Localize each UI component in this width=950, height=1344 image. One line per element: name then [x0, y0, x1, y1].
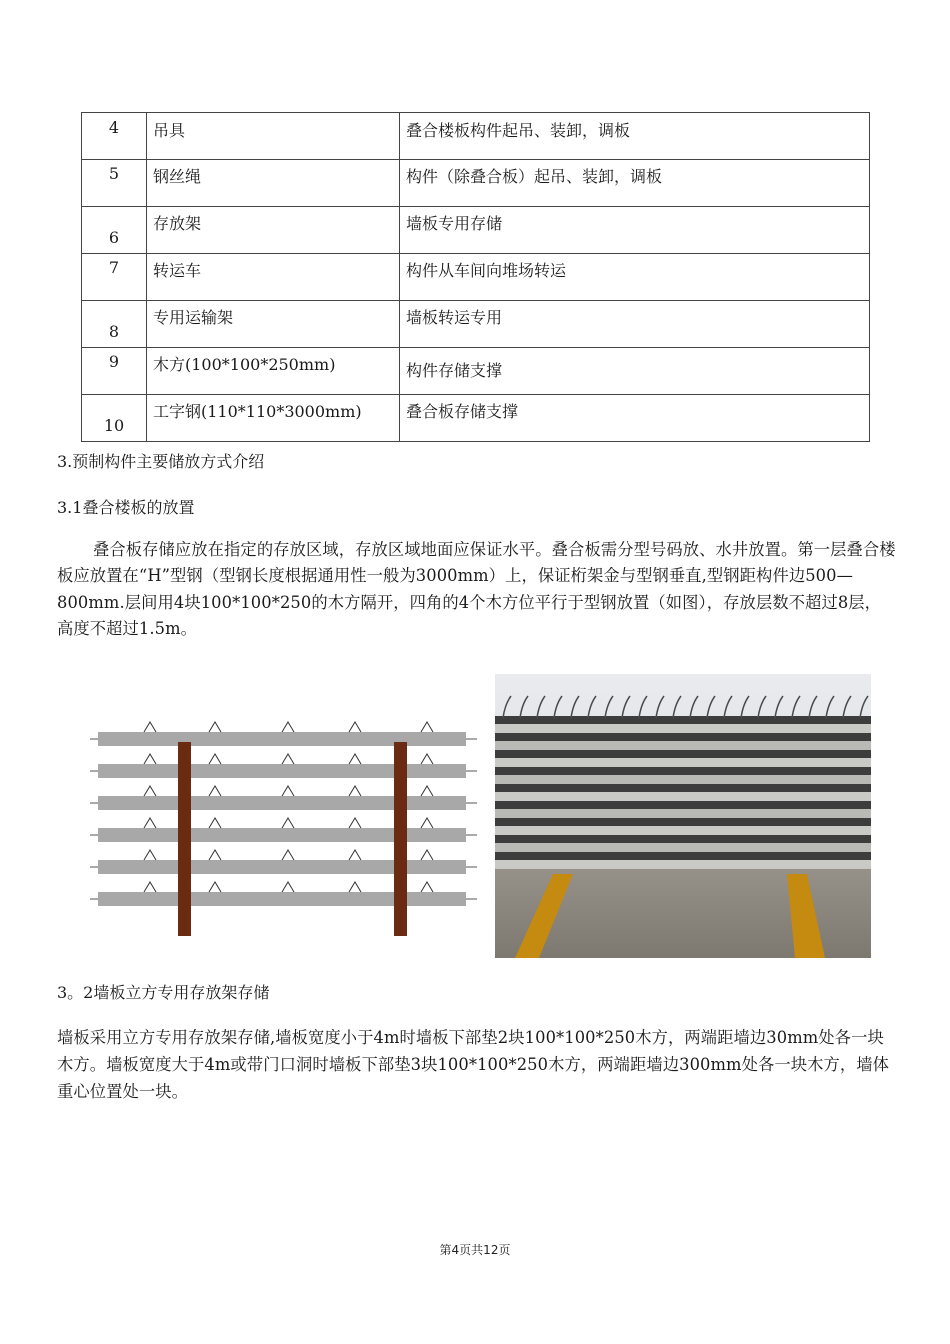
timber-support-right	[394, 742, 407, 936]
section-3-2-heading: 3。2墙板立方专用存放架存储	[57, 983, 270, 1002]
equipment-use: 墙板转运专用	[400, 301, 870, 348]
slab-gap	[495, 835, 871, 843]
photo-slab	[495, 826, 871, 835]
section-3-2-paragraph: 墙板采用立方专用存放架存储,墙板宽度小于4m时墙板下部垫2块100*100*250木方，两端距墙边30mm处各一块木方。墙板宽度大于4m或带门口洞时墙板下部垫3块100*100*250木方，两端距墙边300mm处各一块木方，墙体重心位置处一块。	[57, 1028, 890, 1101]
row-number: 10	[82, 395, 147, 442]
equipment-name: 工字钢(110*110*3000mm)	[147, 395, 400, 442]
slab-gap	[495, 784, 871, 792]
slab	[98, 764, 466, 778]
photo-slab	[495, 724, 871, 733]
photo-slab	[495, 775, 871, 784]
slab	[98, 860, 466, 874]
slab-gap	[495, 852, 871, 860]
slab	[98, 732, 466, 746]
slab-gap	[495, 801, 871, 809]
row-number: 5	[82, 160, 147, 207]
equipment-table	[81, 112, 870, 442]
row-number: 7	[82, 254, 147, 301]
row-number: 8	[82, 301, 147, 348]
slab-stacking-photo	[495, 674, 871, 958]
equipment-name: 木方(100*100*250mm)	[147, 348, 400, 395]
slab-gap	[495, 767, 871, 775]
slab-stacking-diagram	[80, 712, 487, 944]
table-row	[82, 395, 870, 442]
slab	[98, 892, 466, 906]
equipment-name: 钢丝绳	[147, 160, 400, 207]
row-number: 6	[82, 207, 147, 254]
table-row	[82, 301, 870, 348]
photo-slab	[495, 741, 871, 750]
photo-slab-stack	[495, 696, 871, 869]
table-row	[82, 207, 870, 254]
slab	[98, 796, 466, 810]
slab-gap	[495, 733, 871, 741]
equipment-use: 构件存储支撑	[400, 348, 870, 395]
equipment-use: 墙板专用存储	[400, 207, 870, 254]
photo-slab	[495, 843, 871, 852]
photo-slab	[495, 792, 871, 801]
equipment-name: 存放架	[147, 207, 400, 254]
slab-gap	[495, 750, 871, 758]
equipment-use: 构件（除叠合板）起吊、装卸，调板	[400, 160, 870, 207]
page-footer: 第4页共12页	[439, 1243, 511, 1257]
slab-gap	[495, 716, 871, 724]
section-3-1-paragraph: 叠合板存储应放在指定的存放区域，存放区域地面应保证水平。叠合板需分型号码放、水井放置。第一层叠合楼板应放置在“H”型钢（型钢长度根据通用性一般为3000mm）上，保证桁架金与型钢垂直,型钢距构件边500—800mm.层间用4块100*100*250的木方隔开，四角的4个木方位平行于型钢放置（如图），存放层数不超过8层，高度不超过1.5m。	[57, 540, 896, 638]
photo-slab	[495, 758, 871, 767]
photo-slab	[495, 860, 871, 869]
section-3-1-heading: 3.1叠合楼板的放置	[57, 498, 195, 517]
row-number: 9	[82, 348, 147, 395]
table-row	[82, 160, 870, 207]
table-row	[82, 113, 870, 160]
equipment-use: 叠合楼板构件起吊、装卸，调板	[400, 113, 870, 160]
row-number: 4	[82, 113, 147, 160]
equipment-name: 专用运输架	[147, 301, 400, 348]
section-3-heading: 3.预制构件主要储放方式介绍	[57, 452, 265, 471]
equipment-use: 构件从车间向堆场转运	[400, 254, 870, 301]
slab	[98, 828, 466, 842]
slab-gap	[495, 818, 871, 826]
equipment-name: 吊具	[147, 113, 400, 160]
equipment-name: 转运车	[147, 254, 400, 301]
equipment-use: 叠合板存储支撑	[400, 395, 870, 442]
table-row	[82, 348, 870, 395]
timber-support-left	[178, 742, 191, 936]
table-row	[82, 254, 870, 301]
photo-slab	[495, 809, 871, 818]
